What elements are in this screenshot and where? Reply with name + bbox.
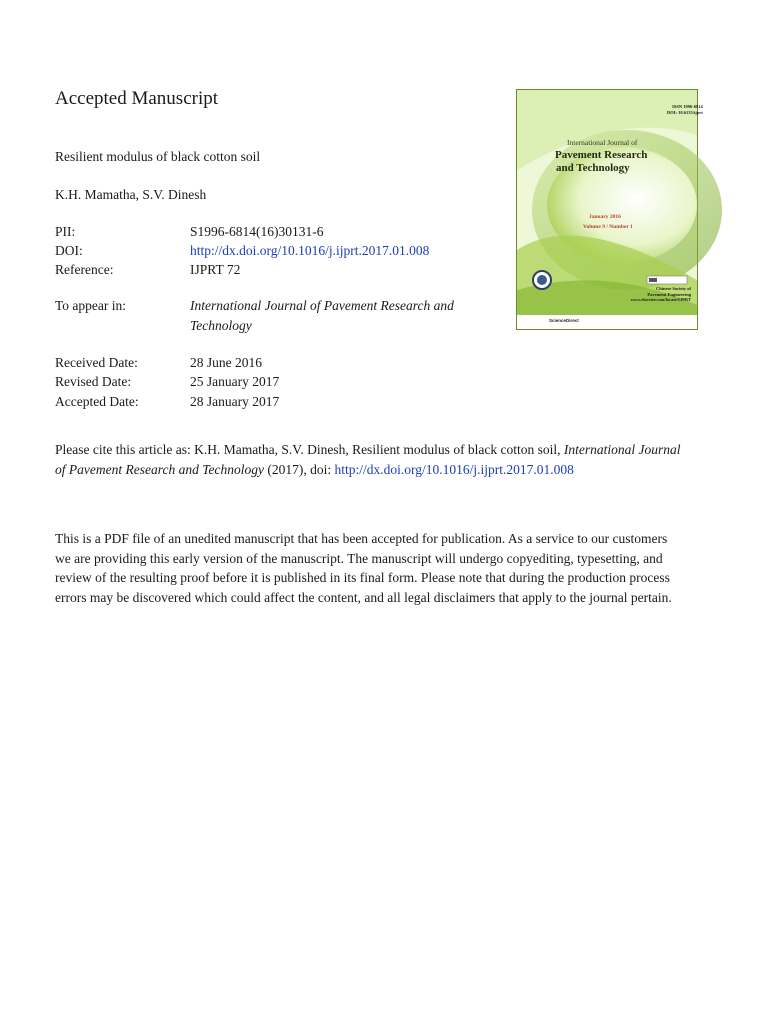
cover-issue-date: January 2016 [589,214,621,220]
doi-link[interactable]: http://dx.doi.org/10.1016/j.ijprt.2017.01.008 [190,243,430,258]
accepted-label: Accepted Date: [55,394,139,409]
disclaimer-line4: errors may be discovered which could affect the content, and all legal disclaimers that apply to the journal pertain. [55,589,672,605]
revised-label: Revised Date: [55,374,132,389]
appear-journal-line1: International Journal of Pavement Research and [190,298,454,313]
citation-doi-link[interactable]: http://dx.doi.org/10.1016/j.ijprt.2017.01.008 [334,461,574,477]
cover-issue-volume: Volume 9 / Number 1 [583,224,633,230]
received-value: 28 June 2016 [190,355,262,370]
cover-sciencedirect: ScienceDirect [549,318,579,323]
disclaimer-paragraph [55,529,707,607]
cover-journal-title-line2: and Technology [556,162,630,174]
citation-year: (2017), doi: [263,461,335,477]
citation-line1 [55,440,707,460]
cover-society-line1: Chinese Society of [656,286,691,291]
cover-society-line2: Pavement Engineering [647,291,691,297]
article-authors: K.H. Mamatha, S.V. Dinesh [55,187,207,202]
disclaimer-line3: review of the resulting proof before it is published in its final form. Please note that during the production process [55,570,670,585]
doi-label: DOI: [55,243,83,258]
cover-journal-title-line1: Pavement Research [555,149,648,161]
pii-label: PII: [55,224,76,239]
reference-label: Reference: [55,262,114,277]
disclaimer-line1: This is a PDF file of an unedited manuscript that has been accepted for publication. As a service to our customers [55,531,668,546]
citation-line2 [55,460,707,480]
article-title: Resilient modulus of black cotton soil [55,149,261,164]
journal-cover-image [516,89,703,330]
citation-paragraph [55,440,707,479]
disclaimer-line2: we are providing this early version of the manuscript. The manuscript will undergo copyediting, typesetting, and [55,550,663,566]
cover-society [631,286,691,303]
reference-value: IJPRT 72 [190,262,241,277]
citation-prefix: Please cite this article as: K.H. Mamatha, S.V. Dinesh, Resilient modulus of black cotton soil, [55,442,564,457]
cover-doi-text: DOI: 10.6135/ijprt [667,110,703,115]
revised-value: 25 January 2017 [190,374,280,389]
citation-journal-part2: of Pavement Research and Technology [55,461,264,477]
citation-journal-part1: International Journal [563,442,681,457]
cover-society-url: www.elsevier.com/locate/IJPRT [630,297,691,302]
cover-journal-small: International Journal of [567,138,638,147]
page-heading: Accepted Manuscript [55,88,219,109]
appear-journal-line2: Technology [190,318,252,333]
appear-label: To appear in: [55,298,127,313]
cover-issn [667,104,703,116]
received-label: Received Date: [55,355,138,370]
accepted-value: 28 January 2017 [190,394,280,409]
cover-issn-text: ISSN 1996-6814 [672,104,703,109]
pii-value: S1996-6814(16)30131-6 [190,224,324,239]
cover-journal-title [555,149,647,175]
